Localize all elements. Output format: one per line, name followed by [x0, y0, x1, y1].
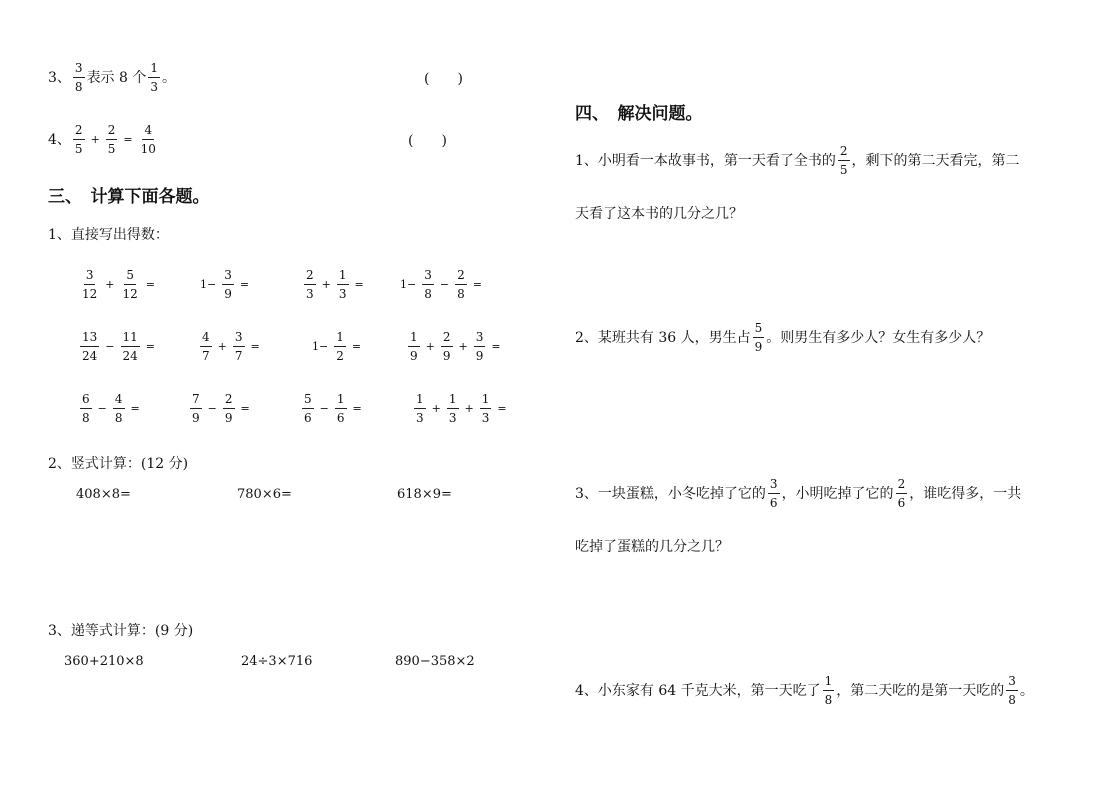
fraction: $\frac{13}{24}$	[82, 330, 98, 363]
stepwise-calc-item: 890−358×2	[395, 654, 475, 669]
equals-sign: =	[491, 339, 501, 353]
sub-question-label: 3、递等式计算：(9 分)	[48, 623, 194, 639]
word-problem-1	[575, 143, 1020, 178]
question-text: 表示 8 个	[86, 69, 147, 86]
calc-item	[188, 391, 254, 426]
fraction: $\frac{1}{6}$	[336, 392, 345, 425]
operator: 1−	[312, 339, 329, 353]
true-false-question-4	[48, 122, 160, 157]
calc-item	[200, 267, 253, 302]
sub-question-label: 1、直接写出得数：	[48, 227, 169, 243]
fraction: $\frac{4}{10}$	[140, 123, 156, 156]
equals-sign: =	[145, 277, 155, 291]
fraction: $\frac{4}{8}$	[114, 392, 123, 425]
fraction: $\frac{1}{3}$	[481, 392, 490, 425]
fraction: $\frac{5}{9}$	[754, 321, 763, 354]
calc-item	[302, 267, 368, 302]
operator: +	[217, 339, 227, 353]
fraction: $\frac{6}{8}$	[82, 392, 90, 425]
fraction: $\frac{2}{8}$	[457, 268, 465, 301]
stepwise-calc-item: 360+210×8	[64, 654, 144, 669]
fraction: $\frac{1}{3}$	[416, 392, 424, 425]
calc-item	[78, 391, 144, 426]
fraction: $\frac{1}{2}$	[336, 330, 344, 363]
operator: +	[90, 132, 100, 146]
problem-text-continued: 天看了这本书的几分之几？	[575, 206, 743, 222]
fraction: $\frac{2}{3}$	[306, 268, 314, 301]
fraction: $\frac{7}{9}$	[192, 392, 200, 425]
fraction: $\frac{2}{5}$	[839, 144, 848, 177]
stepwise-calc-item: 24÷3×716	[241, 654, 313, 669]
fraction: $\frac{3}{8}$	[1008, 674, 1016, 707]
equals-sign: =	[497, 401, 507, 415]
fraction: $\frac{4}{7}$	[202, 330, 210, 363]
fraction: $\frac{3}{8}$	[424, 268, 432, 301]
fraction: $\frac{5}{6}$	[304, 392, 312, 425]
calc-item	[400, 267, 486, 302]
fraction: $\frac{3}{12}$	[82, 268, 98, 301]
fraction: $\frac{3}{9}$	[224, 268, 232, 301]
fraction: $\frac{1}{9}$	[410, 330, 418, 363]
operator: 1−	[400, 277, 417, 291]
fraction: $\frac{11}{24}$	[122, 330, 138, 363]
problem-text: 。	[1019, 682, 1034, 699]
operator: =	[123, 132, 133, 146]
question-text: 。	[162, 69, 177, 86]
calc-item	[78, 329, 159, 364]
problem-text: 3、一块蛋糕，小冬吃掉了它的	[575, 485, 766, 502]
equals-sign: =	[354, 277, 364, 291]
operator: 1−	[200, 277, 217, 291]
word-problem-4	[575, 673, 1034, 708]
problem-text: ，剩下的第二天看完，第二	[851, 152, 1020, 169]
question-number: 4、	[48, 131, 71, 148]
operator: +	[105, 277, 115, 291]
problem-text: ，小明吃掉了它的	[781, 485, 894, 502]
fraction: $\frac{2}{5}$	[107, 123, 116, 156]
calc-item	[78, 267, 159, 302]
equals-sign: =	[145, 339, 155, 353]
section-heading: 四、 解决问题。	[575, 104, 703, 124]
fraction: $\frac{2}{6}$	[897, 477, 906, 510]
fraction: $\frac{2}{9}$	[224, 392, 233, 425]
fraction: $\frac{2}{9}$	[442, 330, 451, 363]
vertical-calc-item: 408×8=	[76, 487, 131, 502]
problem-text: 。则男生有多少人？女生有多少人？	[766, 329, 991, 346]
calc-item	[198, 329, 264, 364]
fraction: $\frac{1}{3}$	[338, 268, 347, 301]
fraction: $\frac{2}{5}$	[74, 123, 83, 156]
operator: +	[321, 277, 331, 291]
fraction: $\frac{3}{7}$	[234, 330, 243, 363]
sub-question-label: 2、竖式计算：(12 分)	[48, 456, 189, 472]
word-problem-2	[575, 320, 990, 355]
vertical-calc-item: 618×9=	[397, 487, 452, 502]
equals-sign: =	[239, 277, 250, 291]
problem-text: ，谁吃得多，一共	[909, 485, 1022, 502]
problem-text: 1、小明看一本故事书，第一天看了全书的	[575, 152, 836, 169]
equals-sign: =	[472, 277, 482, 291]
fraction: $\frac{1}{8}$	[824, 674, 833, 707]
problem-text-continued: 吃掉了蛋糕的几分之几？	[575, 539, 729, 555]
fraction: $\frac{3}{9}$	[475, 330, 484, 363]
operator: +	[425, 339, 435, 353]
operator: −	[207, 401, 217, 415]
fraction: $\frac{5}{12}$	[122, 268, 138, 301]
equals-sign: =	[240, 401, 250, 415]
operator: +	[458, 339, 468, 353]
operator: −	[319, 401, 329, 415]
calc-item	[312, 329, 365, 364]
calc-item	[412, 391, 511, 426]
operator: −	[105, 339, 115, 353]
answer-parentheses[interactable]: ( )	[408, 133, 447, 149]
problem-text: ，第二天吃的是第一天吃的	[836, 682, 1005, 699]
equals-sign: =	[250, 339, 260, 353]
problem-text: 4、小东家有 64 千克大米，第一天吃了	[575, 682, 821, 699]
question-number: 3、	[48, 69, 71, 86]
fraction: $\frac{3}{8}$	[74, 61, 83, 94]
calc-item	[300, 391, 366, 426]
equals-sign: =	[352, 401, 362, 415]
operator: +	[464, 401, 474, 415]
problem-text: 2、某班共有 36 人，男生占	[575, 329, 751, 346]
equals-sign: =	[130, 401, 140, 415]
answer-parentheses[interactable]: ( )	[424, 71, 463, 87]
vertical-calc-item: 780×6=	[237, 487, 292, 502]
true-false-question-3	[48, 60, 176, 95]
fraction: $\frac{3}{6}$	[769, 477, 778, 510]
operator: +	[431, 401, 441, 415]
word-problem-3	[575, 476, 1021, 511]
calc-item	[406, 329, 505, 364]
operator: −	[97, 401, 107, 415]
fraction: $\frac{1}{3}$	[448, 392, 457, 425]
equals-sign: =	[351, 339, 362, 353]
operator: −	[439, 277, 450, 291]
section-heading: 三、 计算下面各题。	[48, 187, 210, 207]
fraction: $\frac{1}{3}$	[150, 61, 159, 94]
